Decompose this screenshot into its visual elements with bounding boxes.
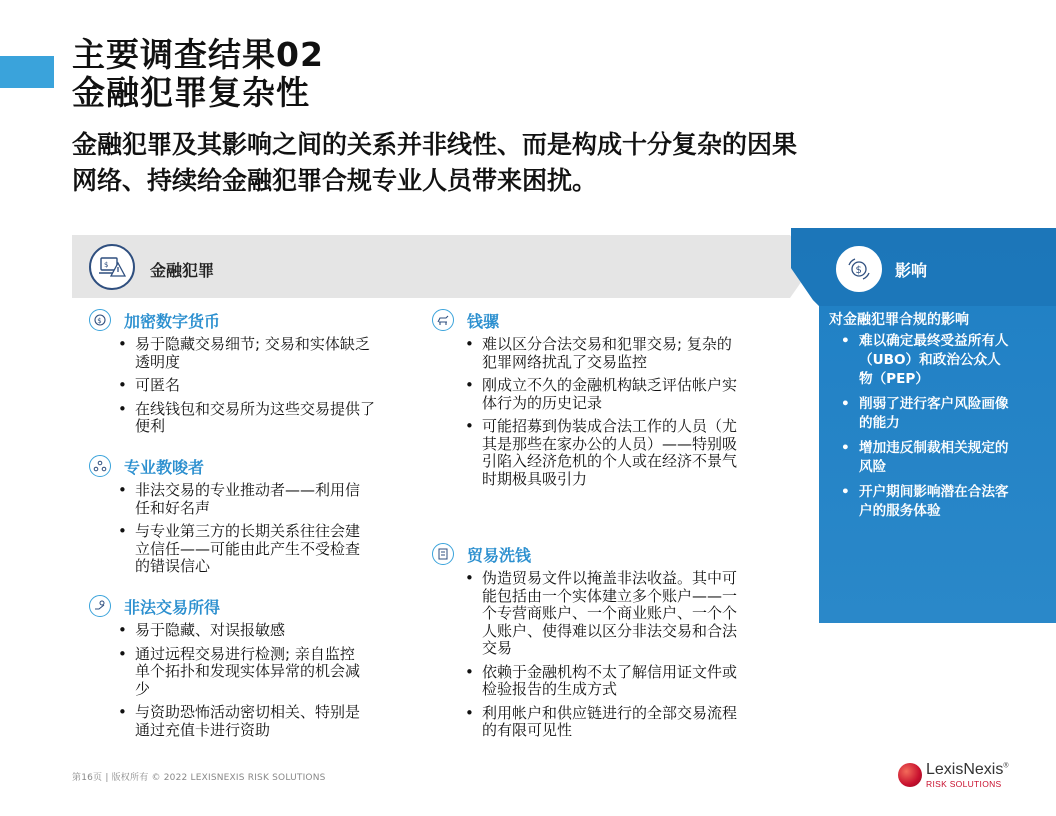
bullet-item: • 非法交易的专业推动者——利用信任和好名声 (114, 482, 364, 517)
impact-list (838, 332, 1013, 527)
bullet-list (89, 622, 399, 739)
network-people-icon (89, 455, 111, 477)
bullet-list (432, 336, 772, 488)
svg-text:$: $ (97, 317, 102, 325)
bullet-item: • 易于隐藏交易细节; 交易和实体缺乏透明度 (114, 336, 379, 371)
mule-icon (432, 309, 454, 331)
bullet-item: • 利用帐户和供应链进行的全部交易流程的有限可见性 (461, 705, 741, 740)
bullet-list (89, 482, 399, 576)
bullet-list (432, 570, 772, 740)
page-title-line-1: 主要调查结果02 (72, 35, 324, 74)
logo-sphere-icon (898, 763, 922, 787)
bullet-item: • 刚成立不久的金融机构缺乏评估帐户实体行为的历史记录 (461, 377, 741, 412)
logo-subtitle: RISK SOLUTIONS (926, 779, 1002, 789)
impact-item: • 难以确定最终受益所有人（UBO）和政治公众人物（PEP） (838, 332, 1013, 389)
impact-subtitle: 对金融犯罪合规的影响 (829, 312, 969, 328)
svg-text:$: $ (104, 261, 109, 269)
bullet-item: • 依赖于金融机构不太了解信用证文件或检验报告的生成方式 (461, 664, 741, 699)
accent-bar (0, 56, 54, 88)
section-title: 专业教唆者 (124, 457, 205, 477)
band-label: 金融犯罪 (150, 261, 215, 280)
section-enablers (89, 455, 399, 582)
impact-title: 影响 (895, 261, 928, 280)
section-money-mules (432, 309, 772, 494)
bullet-item: • 通过远程交易进行检测; 亲自监控单个拓扑和发现实体异常的机会减少 (114, 646, 369, 699)
bullet-item: • 与资助恐怖活动密切相关、特别是通过充值卡进行资助 (114, 704, 369, 739)
hand-money-icon (89, 595, 111, 617)
lexisnexis-logo (898, 760, 1018, 790)
section-title: 非法交易所得 (124, 597, 221, 617)
section-title: 贸易洗钱 (467, 545, 532, 565)
section-crypto (89, 309, 399, 442)
section-title: 加密数字货币 (124, 311, 221, 331)
bullet-item: • 可能招募到伪装成合法工作的人员（尤其是那些在家办公的人员）——特别吸引陷入经济危机的个人或在经济不景气时期极具吸引力 (461, 418, 741, 488)
crypto-coin-icon (89, 309, 111, 331)
trade-document-icon (432, 543, 454, 565)
laptop-alert-icon (89, 244, 135, 290)
logo-name: LexisNexis (926, 761, 1004, 778)
page-title-line-2: 金融犯罪复杂性 (72, 73, 310, 112)
footer-copyright: 第16页 | 版权所有 © 2022 LEXISNEXIS RISK SOLUTIONS (72, 773, 326, 783)
bullet-item: • 伪造贸易文件以掩盖非法收益。其中可能包括由一个实体建立多个账户——一个专营商账户、一个商业账户、一个个人账户、使得难以区分非法交易和合法交易 (461, 570, 741, 658)
impact-item: • 开户期间影响潜在合法客户的服务体验 (838, 483, 1013, 521)
lead-line-2: 网络、持续给金融犯罪合规专业人员带来困扰。 (72, 166, 598, 195)
money-cycle-icon (836, 246, 882, 292)
lead-statement (72, 127, 972, 199)
bullet-item: • 易于隐藏、对误报敏感 (114, 622, 399, 640)
bullet-item: • 在线钱包和交易所为这些交易提供了便利 (114, 401, 379, 436)
bullet-list (89, 336, 399, 436)
impact-item: • 削弱了进行客户风险画像的能力 (838, 395, 1013, 433)
section-title: 钱骡 (467, 311, 500, 331)
page-title (72, 36, 324, 112)
logo-registered-mark: ® (1003, 762, 1009, 770)
bullet-item: • 难以区分合法交易和犯罪交易; 复杂的犯罪网络扰乱了交易监控 (461, 336, 741, 371)
section-illicit-proceeds (89, 595, 399, 745)
impact-item: • 增加违反制裁相关规定的风险 (838, 439, 1013, 477)
lead-line-1: 金融犯罪及其影响之间的关系并非线性、而是构成十分复杂的因果 (72, 130, 798, 159)
bullet-item: • 与专业第三方的长期关系往往会建立信任——可能由此产生不受检查的错误信心 (114, 523, 369, 576)
bullet-item: • 可匿名 (114, 377, 399, 395)
section-trade-laundering (432, 543, 772, 746)
svg-text:$: $ (855, 265, 862, 276)
